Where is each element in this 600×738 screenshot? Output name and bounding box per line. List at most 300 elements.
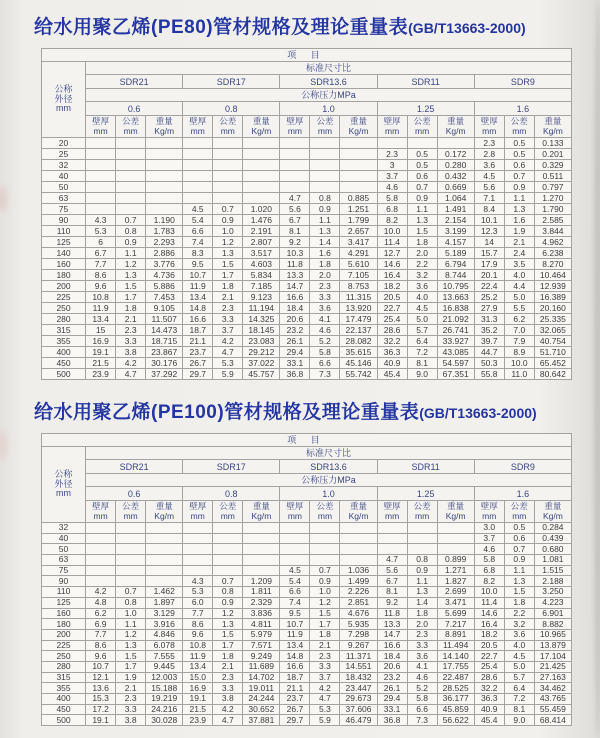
nominal-od-cell: 125 bbox=[42, 237, 86, 248]
value-cell: 22.137 bbox=[340, 325, 377, 336]
value-cell bbox=[213, 533, 243, 544]
value-cell bbox=[280, 555, 310, 566]
value-cell: 10.3 bbox=[280, 248, 310, 259]
value-cell: 14.6 bbox=[377, 259, 407, 270]
sub-column-header: 公差 mm bbox=[213, 501, 243, 523]
value-cell bbox=[340, 171, 377, 182]
value-cell: 23.9 bbox=[183, 715, 213, 726]
nominal-od-cell: 355 bbox=[42, 683, 86, 694]
value-cell: 2.807 bbox=[243, 237, 280, 248]
nominal-od-cell: 250 bbox=[42, 651, 86, 662]
value-cell bbox=[183, 555, 213, 566]
value-cell: 0.7 bbox=[116, 587, 146, 598]
value-cell: 11.507 bbox=[146, 314, 183, 325]
value-cell: 29.212 bbox=[243, 347, 280, 358]
value-cell: 1.491 bbox=[437, 204, 474, 215]
value-cell: 2.1 bbox=[116, 314, 146, 325]
pe100-table-body bbox=[42, 523, 572, 726]
value-cell: 29.7 bbox=[183, 369, 213, 380]
value-cell: 13.4 bbox=[183, 292, 213, 303]
value-cell: 7.105 bbox=[340, 270, 377, 281]
table-row bbox=[42, 640, 572, 651]
table-row bbox=[42, 715, 572, 726]
value-cell: 2.154 bbox=[437, 215, 474, 226]
value-cell: 6.6 bbox=[407, 704, 437, 715]
sub-column-header: 重量 Kg/m bbox=[243, 501, 280, 523]
value-cell: 6.2 bbox=[504, 314, 534, 325]
nominal-od-cell: 250 bbox=[42, 303, 86, 314]
value-cell bbox=[377, 523, 407, 534]
value-cell: 6.078 bbox=[146, 640, 183, 651]
value-cell: 1.7 bbox=[310, 619, 340, 630]
value-cell: 37.022 bbox=[243, 358, 280, 369]
value-cell: 4.962 bbox=[534, 237, 571, 248]
value-cell: 11.494 bbox=[437, 640, 474, 651]
value-cell: 1.190 bbox=[146, 215, 183, 226]
value-cell: 13.3 bbox=[280, 270, 310, 281]
value-cell: 11.371 bbox=[340, 651, 377, 662]
value-cell bbox=[213, 160, 243, 171]
value-cell: 6.6 bbox=[183, 226, 213, 237]
pressure-header: 公称压力MPa bbox=[86, 474, 572, 487]
value-cell: 3.3 bbox=[116, 704, 146, 715]
value-cell: 7.571 bbox=[243, 640, 280, 651]
value-cell: 4.0 bbox=[407, 292, 437, 303]
value-cell: 0.8 bbox=[116, 597, 146, 608]
value-cell: 23.447 bbox=[340, 683, 377, 694]
sdr-ratio-header: 标准尺寸比 bbox=[86, 447, 572, 460]
value-cell: 1.8 bbox=[213, 281, 243, 292]
value-cell bbox=[183, 182, 213, 193]
value-cell: 14.473 bbox=[146, 325, 183, 336]
value-cell: 16.6 bbox=[280, 292, 310, 303]
value-cell: 37.606 bbox=[340, 704, 377, 715]
value-cell bbox=[280, 182, 310, 193]
sub-column-header: 重量 Kg/m bbox=[534, 116, 571, 138]
table-row bbox=[42, 303, 572, 314]
value-cell: 45.757 bbox=[243, 369, 280, 380]
value-cell: 3.8 bbox=[116, 715, 146, 726]
table-row bbox=[42, 149, 572, 160]
value-cell: 1.209 bbox=[243, 576, 280, 587]
value-cell: 4.7 bbox=[310, 694, 340, 705]
table-row bbox=[42, 523, 572, 534]
value-cell: 27.163 bbox=[534, 672, 571, 683]
value-cell: 25.335 bbox=[534, 314, 571, 325]
scan-artifact bbox=[0, 186, 8, 212]
value-cell: 9.5 bbox=[183, 259, 213, 270]
nominal-od-cell: 500 bbox=[42, 369, 86, 380]
value-cell: 29.673 bbox=[340, 694, 377, 705]
value-cell: 3.3 bbox=[213, 314, 243, 325]
value-cell: 1.1 bbox=[116, 248, 146, 259]
sdr-group-header: SDR21 bbox=[86, 75, 183, 89]
value-cell: 17.479 bbox=[340, 314, 377, 325]
value-cell: 22.7 bbox=[474, 651, 504, 662]
nominal-od-cell: 315 bbox=[42, 672, 86, 683]
value-cell bbox=[243, 160, 280, 171]
value-cell: 4.2 bbox=[213, 336, 243, 347]
value-cell: 9.2 bbox=[377, 597, 407, 608]
value-cell: 1.7 bbox=[213, 640, 243, 651]
value-cell bbox=[213, 555, 243, 566]
value-cell: 3.7 bbox=[213, 325, 243, 336]
value-cell: 23.083 bbox=[243, 336, 280, 347]
value-cell: 3.3 bbox=[407, 640, 437, 651]
value-cell: 35.615 bbox=[340, 347, 377, 358]
value-cell: 4.2 bbox=[310, 683, 340, 694]
value-cell: 0.201 bbox=[534, 149, 571, 160]
nominal-od-header: 公称 外径 mm bbox=[42, 62, 86, 138]
value-cell: 56.622 bbox=[437, 715, 474, 726]
value-cell bbox=[340, 138, 377, 149]
value-cell: 31.3 bbox=[474, 314, 504, 325]
value-cell: 1.5 bbox=[213, 259, 243, 270]
value-cell bbox=[146, 533, 183, 544]
table-row bbox=[42, 237, 572, 248]
value-cell: 4.603 bbox=[243, 259, 280, 270]
value-cell: 6.6 bbox=[280, 587, 310, 598]
value-cell bbox=[116, 138, 146, 149]
value-cell: 4.846 bbox=[146, 629, 183, 640]
value-cell: 21.1 bbox=[183, 336, 213, 347]
value-cell: 1.0 bbox=[310, 587, 340, 598]
value-cell: 12.939 bbox=[534, 281, 571, 292]
value-cell: 4.1 bbox=[407, 661, 437, 672]
value-cell: 15.188 bbox=[146, 683, 183, 694]
value-cell: 3.3 bbox=[310, 292, 340, 303]
value-cell: 5.6 bbox=[280, 204, 310, 215]
sub-column-header: 重量 Kg/m bbox=[146, 501, 183, 523]
nominal-od-cell: 32 bbox=[42, 523, 86, 534]
value-cell: 28.6 bbox=[474, 672, 504, 683]
value-cell: 0.797 bbox=[534, 182, 571, 193]
value-cell: 12.1 bbox=[86, 672, 116, 683]
sub-column-header: 公差 mm bbox=[116, 501, 146, 523]
scan-artifact bbox=[0, 430, 8, 460]
value-cell: 24.244 bbox=[243, 694, 280, 705]
value-cell: 6.901 bbox=[534, 608, 571, 619]
value-cell bbox=[116, 555, 146, 566]
value-cell bbox=[213, 193, 243, 204]
value-cell bbox=[146, 565, 183, 576]
pressure-value-header: 1.0 bbox=[280, 487, 377, 501]
nominal-od-cell: 125 bbox=[42, 597, 86, 608]
nominal-od-cell: 40 bbox=[42, 533, 86, 544]
value-cell: 0.8 bbox=[116, 226, 146, 237]
value-cell: 21.092 bbox=[437, 314, 474, 325]
table-row bbox=[42, 193, 572, 204]
value-cell: 1.3 bbox=[504, 576, 534, 587]
value-cell: 4.2 bbox=[86, 587, 116, 598]
value-cell: 19.1 bbox=[86, 715, 116, 726]
value-cell bbox=[116, 149, 146, 160]
value-cell bbox=[340, 149, 377, 160]
nominal-od-cell: 90 bbox=[42, 576, 86, 587]
value-cell: 10.965 bbox=[534, 629, 571, 640]
sub-column-header: 公差 mm bbox=[116, 116, 146, 138]
value-cell bbox=[243, 171, 280, 182]
sub-column-header: 公差 mm bbox=[310, 116, 340, 138]
value-cell: 3.5 bbox=[504, 259, 534, 270]
pressure-value-header: 1.6 bbox=[474, 102, 571, 116]
value-cell bbox=[183, 160, 213, 171]
value-cell bbox=[280, 544, 310, 555]
value-cell bbox=[310, 182, 340, 193]
value-cell: 50.3 bbox=[474, 358, 504, 369]
value-cell: 8.882 bbox=[534, 619, 571, 630]
value-cell: 30.028 bbox=[146, 715, 183, 726]
value-cell bbox=[86, 565, 116, 576]
sub-column-header: 壁厚 mm bbox=[280, 116, 310, 138]
value-cell: 8.4 bbox=[474, 204, 504, 215]
value-cell: 8.753 bbox=[340, 281, 377, 292]
value-cell: 12.3 bbox=[474, 226, 504, 237]
value-cell: 17.9 bbox=[474, 259, 504, 270]
value-cell: 9.123 bbox=[243, 292, 280, 303]
value-cell: 0.7 bbox=[116, 215, 146, 226]
value-cell: 2.2 bbox=[407, 259, 437, 270]
table-row bbox=[42, 259, 572, 270]
value-cell: 45.859 bbox=[437, 704, 474, 715]
value-cell bbox=[310, 555, 340, 566]
value-cell: 1.3 bbox=[504, 204, 534, 215]
value-cell: 14.6 bbox=[474, 608, 504, 619]
value-cell: 4.8 bbox=[86, 597, 116, 608]
value-cell: 5.834 bbox=[243, 270, 280, 281]
sub-column-header: 公差 mm bbox=[504, 116, 534, 138]
sdr-group-header: SDR11 bbox=[377, 75, 474, 89]
value-cell: 26.7 bbox=[183, 358, 213, 369]
value-cell bbox=[86, 204, 116, 215]
value-cell: 45.146 bbox=[340, 358, 377, 369]
pe80-spec-table bbox=[41, 48, 572, 380]
value-cell: 0.5 bbox=[504, 523, 534, 534]
value-cell: 35.2 bbox=[474, 325, 504, 336]
value-cell bbox=[280, 160, 310, 171]
value-cell: 2.699 bbox=[437, 587, 474, 598]
value-cell: 1.3 bbox=[116, 640, 146, 651]
value-cell: 11.8 bbox=[377, 608, 407, 619]
value-cell bbox=[243, 565, 280, 576]
value-cell: 3.844 bbox=[534, 226, 571, 237]
table-row bbox=[42, 533, 572, 544]
value-cell bbox=[183, 138, 213, 149]
value-cell: 4.291 bbox=[340, 248, 377, 259]
value-cell: 2.8 bbox=[474, 149, 504, 160]
value-cell: 0.885 bbox=[340, 193, 377, 204]
value-cell bbox=[86, 576, 116, 587]
sub-column-header: 重量 Kg/m bbox=[340, 501, 377, 523]
value-cell: 1.1 bbox=[116, 619, 146, 630]
value-cell: 40.9 bbox=[474, 704, 504, 715]
value-cell: 5.8 bbox=[407, 694, 437, 705]
sub-column-header: 壁厚 mm bbox=[474, 501, 504, 523]
value-cell: 27.9 bbox=[474, 303, 504, 314]
value-cell: 4.811 bbox=[243, 619, 280, 630]
value-cell: 36.8 bbox=[377, 715, 407, 726]
value-cell: 6.4 bbox=[504, 683, 534, 694]
table-row bbox=[42, 608, 572, 619]
nominal-od-cell: 280 bbox=[42, 314, 86, 325]
value-cell: 1.790 bbox=[534, 204, 571, 215]
value-cell: 45.4 bbox=[377, 369, 407, 380]
value-cell: 5.3 bbox=[86, 226, 116, 237]
value-cell: 1.4 bbox=[310, 237, 340, 248]
nominal-od-cell: 63 bbox=[42, 193, 86, 204]
value-cell: 2.3 bbox=[213, 303, 243, 314]
value-cell bbox=[213, 138, 243, 149]
table-row bbox=[42, 160, 572, 171]
pe80-section bbox=[34, 12, 572, 380]
value-cell: 16.6 bbox=[183, 314, 213, 325]
page-content bbox=[34, 10, 572, 726]
value-cell: 13.879 bbox=[534, 640, 571, 651]
value-cell: 0.8 bbox=[213, 587, 243, 598]
nominal-od-cell: 32 bbox=[42, 160, 86, 171]
value-cell: 8.1 bbox=[407, 358, 437, 369]
value-cell: 3 bbox=[377, 160, 407, 171]
value-cell bbox=[146, 171, 183, 182]
nominal-od-cell: 90 bbox=[42, 215, 86, 226]
item-header: 项 目 bbox=[42, 49, 572, 62]
value-cell bbox=[86, 149, 116, 160]
value-cell: 10.0 bbox=[504, 358, 534, 369]
value-cell: 3.0 bbox=[474, 523, 504, 534]
value-cell: 14.8 bbox=[280, 651, 310, 662]
value-cell: 32.2 bbox=[377, 336, 407, 347]
value-cell bbox=[243, 193, 280, 204]
value-cell bbox=[243, 182, 280, 193]
sdr-group-header: SDR17 bbox=[183, 75, 280, 89]
value-cell: 2.188 bbox=[534, 576, 571, 587]
nominal-od-cell: 160 bbox=[42, 259, 86, 270]
value-cell bbox=[116, 193, 146, 204]
sub-column-header: 公差 mm bbox=[407, 501, 437, 523]
value-cell: 11.194 bbox=[243, 303, 280, 314]
value-cell: 5.6 bbox=[474, 182, 504, 193]
value-cell: 28.525 bbox=[437, 683, 474, 694]
value-cell: 17.755 bbox=[437, 661, 474, 672]
value-cell: 6.238 bbox=[534, 248, 571, 259]
value-cell: 3.129 bbox=[146, 608, 183, 619]
value-cell: 5.8 bbox=[377, 193, 407, 204]
value-cell: 0.7 bbox=[504, 171, 534, 182]
value-cell: 5.3 bbox=[310, 704, 340, 715]
value-cell bbox=[280, 171, 310, 182]
value-cell: 2.191 bbox=[243, 226, 280, 237]
pressure-value-header: 1.6 bbox=[474, 487, 571, 501]
value-cell: 1.2 bbox=[116, 259, 146, 270]
value-cell bbox=[407, 533, 437, 544]
value-cell: 13.920 bbox=[340, 303, 377, 314]
sdr-group-header: SDR13.6 bbox=[280, 75, 377, 89]
value-cell: 11.0 bbox=[504, 369, 534, 380]
value-cell: 1.6 bbox=[310, 248, 340, 259]
value-cell: 2.329 bbox=[243, 597, 280, 608]
value-cell: 1.8 bbox=[407, 608, 437, 619]
value-cell: 8.744 bbox=[437, 270, 474, 281]
value-cell: 6.7 bbox=[280, 215, 310, 226]
value-cell: 1.8 bbox=[407, 237, 437, 248]
value-cell: 0.8 bbox=[407, 555, 437, 566]
value-cell: 2.3 bbox=[116, 325, 146, 336]
value-cell: 1.5 bbox=[310, 608, 340, 619]
value-cell: 21.425 bbox=[534, 661, 571, 672]
pe100-table-title bbox=[34, 397, 572, 424]
value-cell: 5.9 bbox=[310, 715, 340, 726]
value-cell: 3.3 bbox=[310, 661, 340, 672]
value-cell: 26.741 bbox=[437, 325, 474, 336]
value-cell: 16.6 bbox=[280, 661, 310, 672]
value-cell: 1.270 bbox=[534, 193, 571, 204]
table-row bbox=[42, 292, 572, 303]
value-cell: 11.4 bbox=[474, 597, 504, 608]
item-header: 项 目 bbox=[42, 434, 572, 447]
value-cell bbox=[310, 138, 340, 149]
value-cell: 18.7 bbox=[280, 672, 310, 683]
value-cell bbox=[213, 565, 243, 576]
value-cell: 1.3 bbox=[310, 226, 340, 237]
value-cell: 23.7 bbox=[280, 694, 310, 705]
value-cell: 0.133 bbox=[534, 138, 571, 149]
value-cell: 4.7 bbox=[213, 715, 243, 726]
value-cell: 10.7 bbox=[86, 661, 116, 672]
value-cell: 11.9 bbox=[86, 303, 116, 314]
nominal-od-cell: 400 bbox=[42, 694, 86, 705]
sub-column-header: 壁厚 mm bbox=[86, 116, 116, 138]
value-cell bbox=[213, 149, 243, 160]
value-cell: 6 bbox=[86, 237, 116, 248]
value-cell: 19.219 bbox=[146, 694, 183, 705]
value-cell bbox=[243, 533, 280, 544]
sub-column-header: 重量 Kg/m bbox=[437, 501, 474, 523]
value-cell bbox=[437, 523, 474, 534]
value-cell: 2.4 bbox=[504, 248, 534, 259]
table-row bbox=[42, 325, 572, 336]
value-cell: 4.736 bbox=[146, 270, 183, 281]
value-cell bbox=[146, 555, 183, 566]
value-cell: 8.6 bbox=[86, 640, 116, 651]
value-cell: 8.1 bbox=[280, 226, 310, 237]
nominal-od-cell: 75 bbox=[42, 565, 86, 576]
table-row bbox=[42, 204, 572, 215]
value-cell: 3.471 bbox=[437, 597, 474, 608]
value-cell: 16.389 bbox=[534, 292, 571, 303]
value-cell: 80.642 bbox=[534, 369, 571, 380]
value-cell: 2.3 bbox=[407, 629, 437, 640]
value-cell bbox=[116, 565, 146, 576]
value-cell: 3.6 bbox=[474, 160, 504, 171]
value-cell: 5.7 bbox=[504, 672, 534, 683]
value-cell: 1.5 bbox=[407, 226, 437, 237]
value-cell: 5.4 bbox=[183, 215, 213, 226]
value-cell: 7.185 bbox=[243, 281, 280, 292]
value-cell: 4.2 bbox=[116, 358, 146, 369]
value-cell: 9.6 bbox=[86, 651, 116, 662]
value-cell: 2.2 bbox=[504, 608, 534, 619]
value-cell bbox=[183, 523, 213, 534]
value-cell: 32.2 bbox=[474, 683, 504, 694]
value-cell bbox=[310, 533, 340, 544]
value-cell: 15.7 bbox=[474, 248, 504, 259]
value-cell: 7.9 bbox=[504, 336, 534, 347]
value-cell bbox=[146, 193, 183, 204]
value-cell: 5.6 bbox=[377, 565, 407, 576]
value-cell: 23.867 bbox=[146, 347, 183, 358]
nominal-od-cell: 355 bbox=[42, 336, 86, 347]
value-cell: 0.9 bbox=[504, 555, 534, 566]
